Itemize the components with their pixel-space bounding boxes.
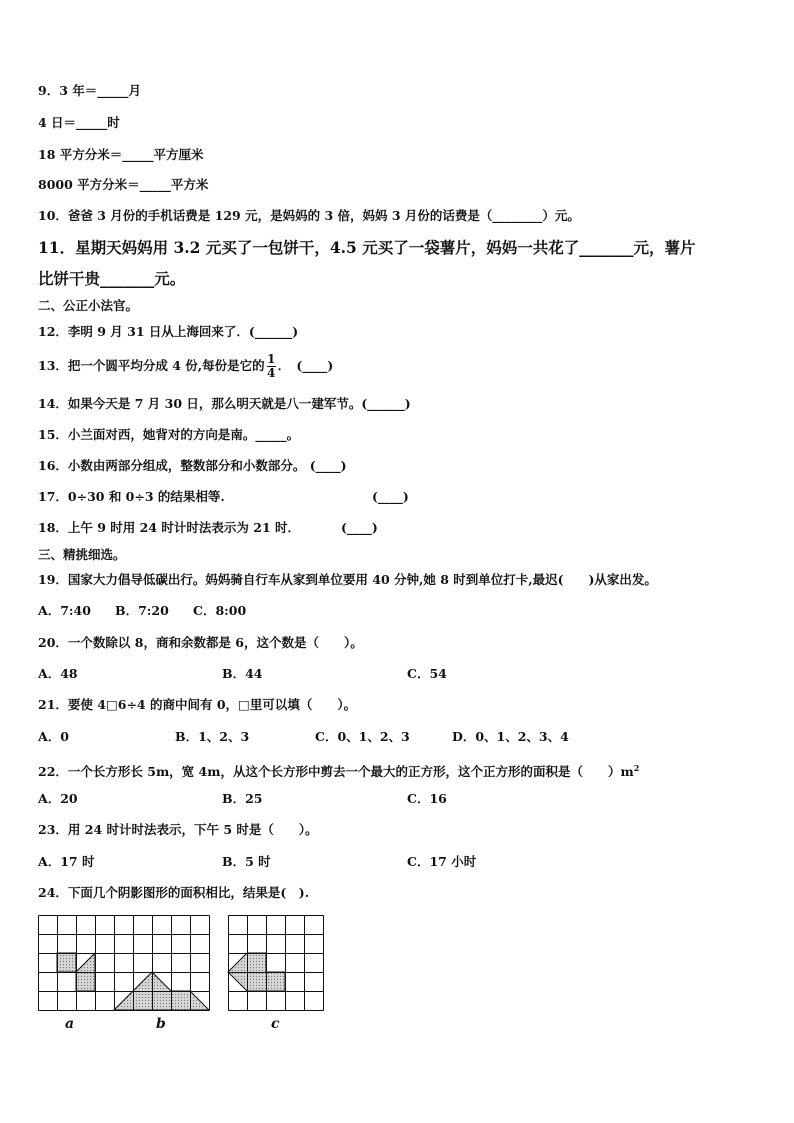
q20: 20．一个数除以 8，商和余数都是 6，这个数是（ ）。 <box>38 635 363 650</box>
q10: 10．爸爸 3 月份的手机话费是 129 元，是妈妈的 3 倍，妈妈 3 月份的话费是（________）元。 <box>38 208 580 223</box>
q20-option-b: B．44 <box>222 666 263 681</box>
q22-option-a: A．20 <box>38 791 78 806</box>
q13-text: 13．把一个圆平均分成 4 份,每份是它的 <box>38 358 265 373</box>
q20-option-a: A．48 <box>38 666 78 681</box>
q24-grids <box>38 912 338 1012</box>
figure-c <box>228 916 324 1011</box>
q21-option-d: D．0、1、2、3、4 <box>452 729 569 744</box>
q17-blank: (____) <box>372 489 409 504</box>
q13 <box>38 352 333 380</box>
figure-label-c: c <box>271 1016 280 1032</box>
figure-a <box>39 916 134 1011</box>
q18: 18．上午 9 时用 24 时计时法表示为 21 时． <box>38 520 300 535</box>
q9-line-d: 8000 平方分米＝_____平方米 <box>38 177 209 192</box>
q19-option-b: B．7:20 <box>115 603 169 618</box>
q21-option-c: C．0、1、2、3 <box>315 729 410 744</box>
q12: 12．李明 9 月 31 日从上海回来了．(______) <box>38 324 299 339</box>
q17: 17．0÷30 和 0÷3 的结果相等. <box>38 489 225 504</box>
q22 <box>38 760 639 780</box>
q22-unit-exponent: 2 <box>633 763 640 773</box>
q20-option-c: C．54 <box>407 666 447 681</box>
q21-option-a: A．0 <box>38 729 69 744</box>
q15: 15．小兰面对西，她背对的方向是南。_____。 <box>38 427 300 442</box>
q9-line-b: 4 日＝_____时 <box>38 115 120 130</box>
q18-blank: (____) <box>341 520 378 535</box>
section-2-heading: 二、公正小法官。 <box>38 298 139 313</box>
q21: 21．要使 4□6÷4 的商中间有 0，□里可以填（ ）。 <box>38 697 357 712</box>
q13-fraction <box>267 353 276 380</box>
q9-line-c: 18 平方分米＝_____平方厘米 <box>38 147 204 162</box>
figure-label-b: b <box>156 1016 166 1032</box>
q19-option-a: A．7:40 <box>38 603 91 618</box>
fraction-denominator: 4 <box>266 366 276 380</box>
q19-option-c: C．8:00 <box>193 603 247 618</box>
section-3-heading: 三、精挑细选。 <box>38 547 126 562</box>
q22-option-b: B．25 <box>222 791 263 806</box>
figure-b <box>114 916 210 1011</box>
q21-option-b: B．1、2、3 <box>175 729 250 744</box>
q9-line-a: 9．3 年＝_____月 <box>38 83 141 98</box>
q14: 14．如果今天是 7 月 30 日，那么明天就是八一建军节。(______) <box>38 396 411 411</box>
q11-line-b: 比饼干贵_______元。 <box>38 269 186 288</box>
q11-line-a: 11．星期天妈妈用 3.2 元买了一包饼干，4.5 元买了一袋薯片，妈妈一共花了_______元，薯片 <box>38 238 696 257</box>
q24: 24．下面几个阴影图形的面积相比，结果是( ). <box>38 885 310 900</box>
q23-option-b: B．5 时 <box>222 854 271 869</box>
q23-option-c: C．17 小时 <box>407 854 477 869</box>
figure-label-a: a <box>65 1016 75 1032</box>
fraction-numerator: 1 <box>266 352 276 366</box>
q13-blank: ． (____) <box>277 358 334 373</box>
q23-option-a: A．17 时 <box>38 854 95 869</box>
q23: 23．用 24 时计时法表示，下午 5 时是（ ）。 <box>38 822 318 837</box>
q24-figures <box>38 912 338 1037</box>
q16: 16．小数由两部分组成，整数部分和小数部分。 (____) <box>38 458 347 473</box>
q22-option-c: C．16 <box>407 791 447 806</box>
q19: 19．国家大力倡导低碳出行。妈妈骑自行车从家到单位要用 40 分钟,她 8 时到单位打卡,最迟( )从家出发。 <box>38 572 657 587</box>
q22-text: 22．一个长方形长 5m，宽 4m，从这个长方形中剪去一个最大的正方形，这个正方形的面积是（ ）m <box>38 764 634 780</box>
